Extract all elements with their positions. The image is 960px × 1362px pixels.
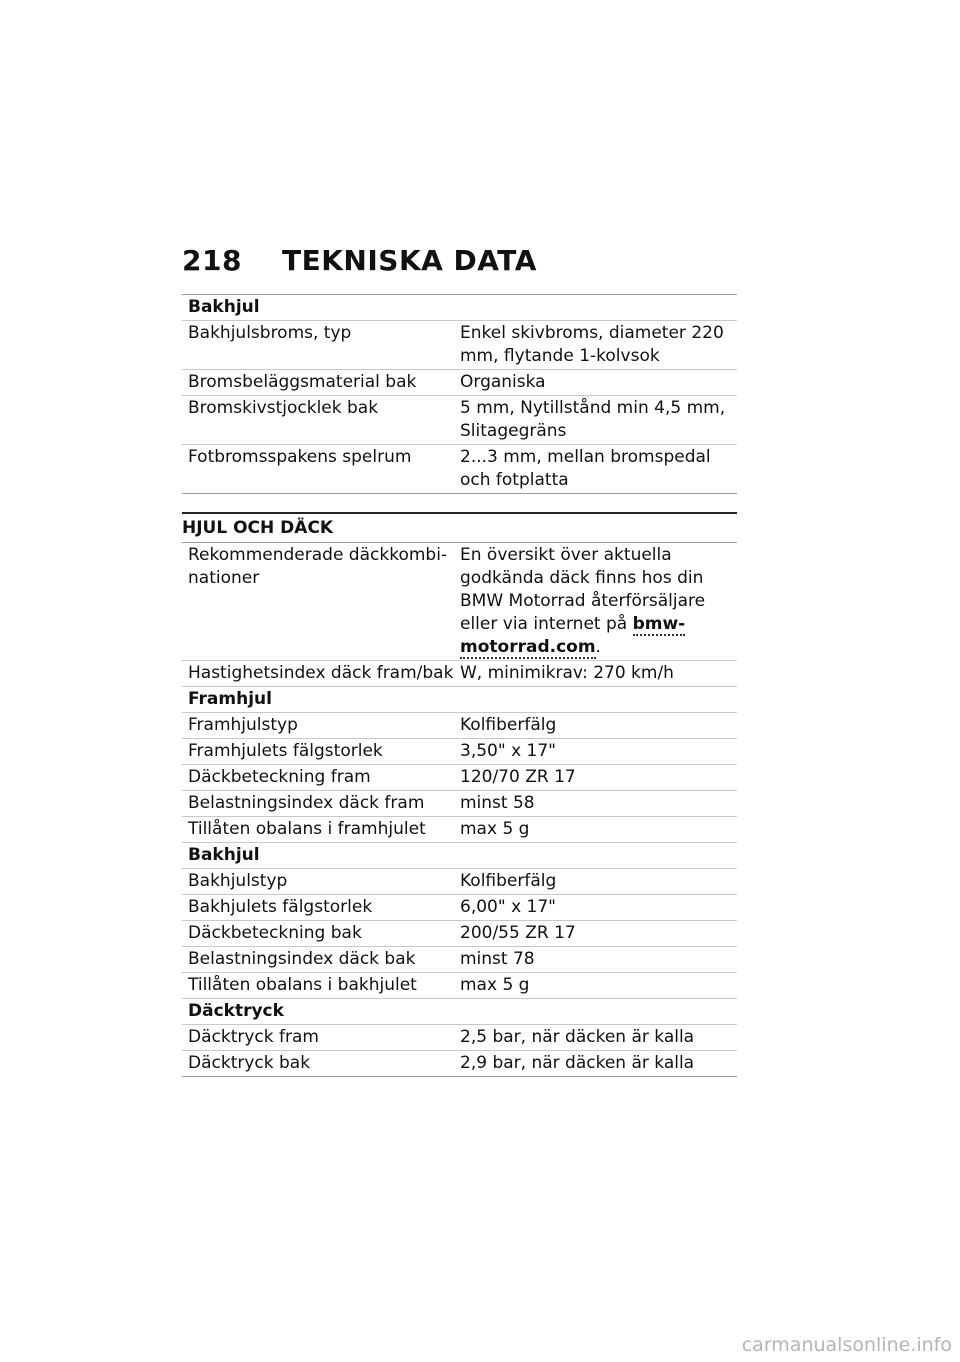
- row-label: Bromskivstjocklek bak: [188, 398, 379, 418]
- page-number: 218: [182, 244, 242, 277]
- table-row: [182, 921, 737, 947]
- group-heading-rear-wheel-tires: Bakhjul: [182, 843, 737, 869]
- page-title: TEKNISKA DATA: [282, 244, 537, 277]
- table-row: [182, 791, 737, 817]
- table-row: [182, 445, 737, 494]
- row-value: max 5 g: [460, 819, 530, 839]
- row-value: minst 78: [460, 949, 535, 969]
- row-value: W, minimikrav: 270 km/h: [460, 663, 674, 683]
- table-row: [182, 765, 737, 791]
- row-label: Däckbeteckning fram: [188, 767, 371, 787]
- content: [182, 294, 737, 1077]
- table-row: [182, 661, 737, 687]
- row-label: Belastningsindex däck bak: [188, 949, 416, 969]
- row-label: Bromsbeläggsmaterial bak: [188, 372, 417, 392]
- bmw-motorrad-link[interactable]: bmw-motorrad.com: [460, 614, 686, 657]
- row-value: minst 58: [460, 793, 535, 813]
- table-row: [182, 713, 737, 739]
- row-value: Kolfiberfälg: [460, 871, 557, 891]
- row-label: Tillåten obalans i framhjulet: [188, 819, 426, 839]
- row-value: 6,00" x 17": [460, 897, 556, 917]
- row-label: Fotbromsspakens spelrum: [188, 447, 412, 467]
- row-value: 120/70 ZR 17: [460, 767, 576, 787]
- row-value: max 5 g: [460, 975, 530, 995]
- row-label: Bakhjulstyp: [188, 871, 288, 891]
- row-value: [454, 543, 737, 660]
- row-value: 5 mm, Nytillstånd min 4,5 mm, Slitagegräns: [460, 398, 726, 441]
- row-value: Kolfiberfälg: [460, 715, 557, 735]
- table-row: [182, 1025, 737, 1051]
- row-label: Framhjulets fälgstorlek: [188, 741, 383, 761]
- row-value: 200/55 ZR 17: [460, 923, 576, 943]
- row-label: Bakhjulsbroms, typ: [188, 323, 352, 343]
- row-label: Däckbeteckning bak: [188, 923, 362, 943]
- rear-brake-table: [182, 294, 737, 494]
- table-row: [182, 947, 737, 973]
- row-label: Belastningsindex däck fram: [188, 793, 425, 813]
- table-row: [182, 869, 737, 895]
- page-header: [182, 244, 537, 277]
- row-value: 2...3 mm, mellan bromspedal och fotplatta: [460, 447, 711, 490]
- table-row: [182, 895, 737, 921]
- table-row: [182, 973, 737, 999]
- row-value: Enkel skivbroms, diameter 220 mm, flytande 1-kolvsok: [460, 323, 724, 366]
- row-label: Däcktryck fram: [188, 1027, 319, 1047]
- recommended-suffix: .: [595, 637, 601, 657]
- row-value: 2,9 bar, när däcken är kalla: [460, 1053, 695, 1073]
- wheels-tires-table: [182, 542, 737, 1077]
- table-row: [182, 1051, 737, 1077]
- row-value: Organiska: [460, 372, 546, 392]
- row-label: Framhjulstyp: [188, 715, 298, 735]
- row-label: Tillåten obalans i bakhjulet: [188, 975, 417, 995]
- table-row: [182, 370, 737, 396]
- watermark: carmanualsonline.info: [741, 1334, 952, 1356]
- group-heading-front-wheel: Framhjul: [182, 687, 737, 713]
- row-label: Rekommenderade däckkombi-nationer: [188, 545, 448, 588]
- row-label: Hastighetsindex däck fram/bak: [188, 663, 454, 683]
- table-row: [182, 543, 737, 661]
- table-row: [182, 321, 737, 370]
- section-heading-wheels-tires: HJUL OCH DÄCK: [182, 512, 737, 539]
- row-value: 3,50" x 17": [460, 741, 556, 761]
- row-label: Däcktryck bak: [188, 1053, 311, 1073]
- group-heading-tire-pressure: Däcktryck: [182, 999, 737, 1025]
- row-label: Bakhjulets fälgstorlek: [188, 897, 373, 917]
- row-value: 2,5 bar, när däcken är kalla: [460, 1027, 695, 1047]
- table-row: [182, 396, 737, 445]
- group-heading-rear-wheel: Bakhjul: [182, 295, 737, 321]
- recommended-text: En översikt över aktuella godkända däck finns hos din BMW Motorrad återförsäljare eller via internet på: [460, 545, 706, 634]
- table-row: [182, 739, 737, 765]
- table-row: [182, 817, 737, 843]
